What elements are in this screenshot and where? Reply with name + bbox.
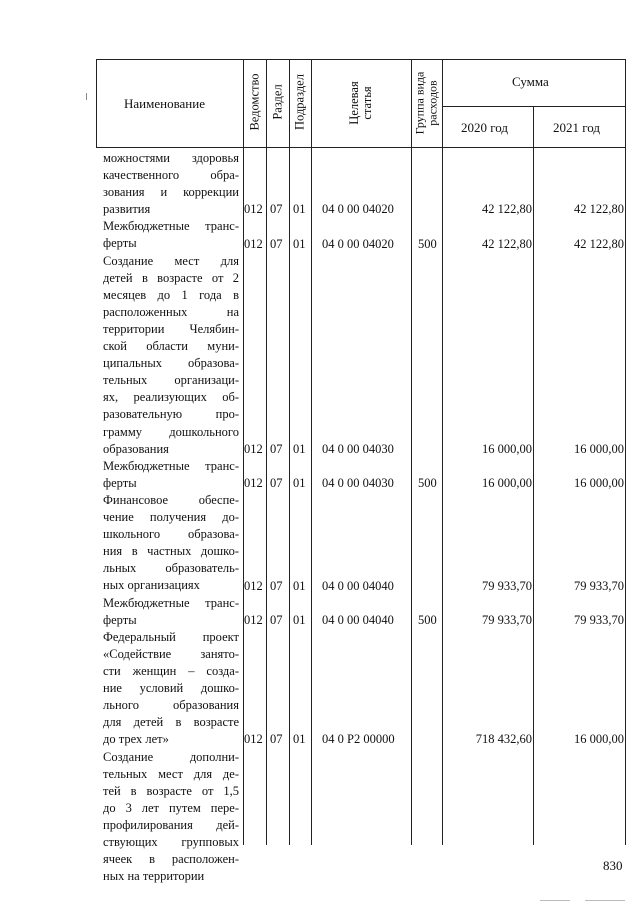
row-vedomstvo: 012: [244, 475, 263, 490]
row-name-line: ях, реализующих об-: [103, 390, 239, 405]
header-bottom-border: [96, 147, 625, 148]
header-podrazdel: Подраздел: [292, 74, 307, 130]
row-sum-2020: 79 933,70: [482, 612, 532, 627]
row-sum-2021: 16 000,00: [574, 475, 624, 490]
row-name-line: для детей в возрасте: [103, 715, 239, 730]
row-gruppa: 500: [418, 475, 437, 490]
header-celevaya-line2: статья: [360, 86, 374, 120]
col-border-podraz: [311, 59, 312, 845]
row-sum-2020: 42 122,80: [482, 202, 532, 217]
row-name-line: сти женщин – созда-: [103, 663, 239, 678]
header-vedomstvo: Ведомство: [247, 73, 262, 131]
row-sum-2021: 16 000,00: [574, 732, 624, 747]
row-podrazdel: 01: [293, 732, 306, 747]
row-name-line: «Содействие занято-: [103, 646, 239, 661]
row-name-line: Создание дополни-: [103, 749, 239, 764]
row-name-line: Создание мест для: [103, 253, 239, 268]
col-border-ved: [266, 59, 267, 845]
table-top-border: [96, 59, 625, 60]
row-name-line: школьного образова-: [103, 527, 239, 542]
row-sum-2021: 79 933,70: [574, 578, 624, 593]
header-year-2021: 2021 год: [553, 120, 600, 135]
row-sum-2020: 42 122,80: [482, 236, 532, 251]
row-celevaya: 04 0 00 04040: [322, 612, 394, 627]
row-name-line: ствующих групповых: [103, 834, 239, 849]
row-name-line: месяцев до 1 года в: [103, 287, 239, 302]
header-name: Наименование: [124, 96, 205, 111]
row-name-line: территории Челябин-: [103, 321, 239, 336]
col-border-celevaya: [411, 59, 412, 845]
row-vedomstvo: 012: [244, 612, 263, 627]
row-name-line: Межбюджетные транс-: [103, 458, 239, 473]
row-name: [103, 458, 239, 492]
header-summa: Сумма: [512, 74, 549, 89]
row-gruppa: 500: [418, 612, 437, 627]
footer-rule-left: [540, 900, 570, 901]
row-sum-2021: 42 122,80: [574, 236, 624, 251]
row-name-line: чение получения до-: [103, 510, 239, 525]
row-name-line: ячеек в расположен-: [103, 852, 239, 867]
row-podrazdel: 01: [293, 202, 306, 217]
row-name-line: ных на территории: [103, 869, 205, 884]
row-name-line: образования: [103, 441, 169, 456]
row-name-line: детей в возрасте от 2: [103, 270, 239, 285]
row-sum-2020: 16 000,00: [482, 441, 532, 456]
row-name-line: ферты: [103, 236, 137, 251]
row-razdel: 07: [270, 475, 283, 490]
row-name-line: тельных организаци-: [103, 373, 239, 388]
row-sum-2021: 42 122,80: [574, 202, 624, 217]
margin-mark: [86, 93, 87, 100]
row-name-line: ферты: [103, 612, 137, 627]
row-name-line: грамму дошкольного: [103, 424, 239, 439]
row-razdel: 07: [270, 441, 283, 456]
row-name: [103, 150, 239, 218]
row-celevaya: 04 0 00 04040: [322, 578, 394, 593]
row-name-line: Межбюджетные транс-: [103, 219, 239, 234]
row-vedomstvo: 012: [244, 202, 263, 217]
row-name-line: развития: [103, 202, 151, 217]
row-celevaya: 04 0 00 04020: [322, 202, 394, 217]
footer-rule-right: [585, 900, 625, 901]
row-name-line: профилирования дей-: [103, 817, 239, 832]
page-number: 830: [603, 858, 623, 873]
header-razdel: Раздел: [270, 84, 285, 120]
row-name-line: разовательную про-: [103, 407, 239, 422]
row-name-line: расположенных на: [103, 304, 239, 319]
row-name-line: Финансовое обеспе-: [103, 493, 239, 507]
row-vedomstvo: 012: [244, 236, 263, 251]
header-gruppa-line2: расходов: [425, 80, 439, 126]
header-gruppa-line1: Группа вида: [412, 71, 427, 135]
col-border-raz: [289, 59, 290, 845]
row-name-line: ния в частных дошко-: [103, 544, 239, 559]
row-name: [103, 749, 239, 886]
row-vedomstvo: 012: [244, 441, 263, 456]
row-name-line: ферты: [103, 475, 137, 490]
row-podrazdel: 01: [293, 441, 306, 456]
row-name-line: до 3 лет путем пере-: [103, 800, 239, 815]
row-name: [103, 218, 239, 252]
row-razdel: 07: [270, 236, 283, 251]
row-name: [103, 629, 239, 749]
header-year-2020: 2020 год: [461, 120, 508, 135]
row-name-line: ние условий дошко-: [103, 681, 239, 696]
row-celevaya: 04 0 00 04030: [322, 475, 394, 490]
row-name-line: тей в возрасте от 1,5: [103, 783, 239, 798]
row-podrazdel: 01: [293, 475, 306, 490]
row-name-line: зования и коррекции: [103, 185, 239, 200]
row-sum-2020: 79 933,70: [482, 578, 532, 593]
col-border-left: [96, 59, 97, 147]
row-name: [103, 253, 239, 458]
row-name-line: льных образователь-: [103, 561, 239, 576]
header-celevaya: [348, 81, 374, 124]
row-name-line: Межбюджетные транс-: [103, 595, 239, 610]
row-name-line: качественного обра-: [103, 168, 239, 183]
row-name-line: ных организациях: [103, 578, 200, 593]
row-sum-2021: 16 000,00: [574, 441, 624, 456]
row-name-line: Федеральный проект: [103, 629, 239, 644]
row-podrazdel: 01: [293, 236, 306, 251]
row-name-line: ской области муни-: [103, 339, 239, 354]
row-name-line: до трех лет»: [103, 732, 169, 747]
row-podrazdel: 01: [293, 612, 306, 627]
row-celevaya: 04 0 P2 00000: [322, 732, 395, 747]
row-gruppa: 500: [418, 236, 437, 251]
row-vedomstvo: 012: [244, 732, 263, 747]
row-name: [103, 492, 239, 595]
row-sum-2021: 79 933,70: [574, 612, 624, 627]
row-razdel: 07: [270, 202, 283, 217]
col-border-right: [625, 59, 626, 845]
row-name-line: льного образования: [103, 698, 239, 713]
row-celevaya: 04 0 00 04020: [322, 236, 394, 251]
row-razdel: 07: [270, 578, 283, 593]
row-name-line: тельных мест для де-: [103, 766, 239, 781]
row-celevaya: 04 0 00 04030: [322, 441, 394, 456]
row-name-line: ципальных образова-: [103, 356, 239, 371]
row-razdel: 07: [270, 732, 283, 747]
header-celevaya-line1: Целевая: [346, 81, 361, 125]
row-name-line: можностями здоровья: [103, 151, 239, 165]
row-vedomstvo: 012: [244, 578, 263, 593]
row-sum-2020: 718 432,60: [475, 732, 532, 747]
row-podrazdel: 01: [293, 578, 306, 593]
row-razdel: 07: [270, 612, 283, 627]
header-gruppa: [413, 72, 438, 135]
row-name: [103, 595, 239, 629]
row-sum-2020: 16 000,00: [482, 475, 532, 490]
